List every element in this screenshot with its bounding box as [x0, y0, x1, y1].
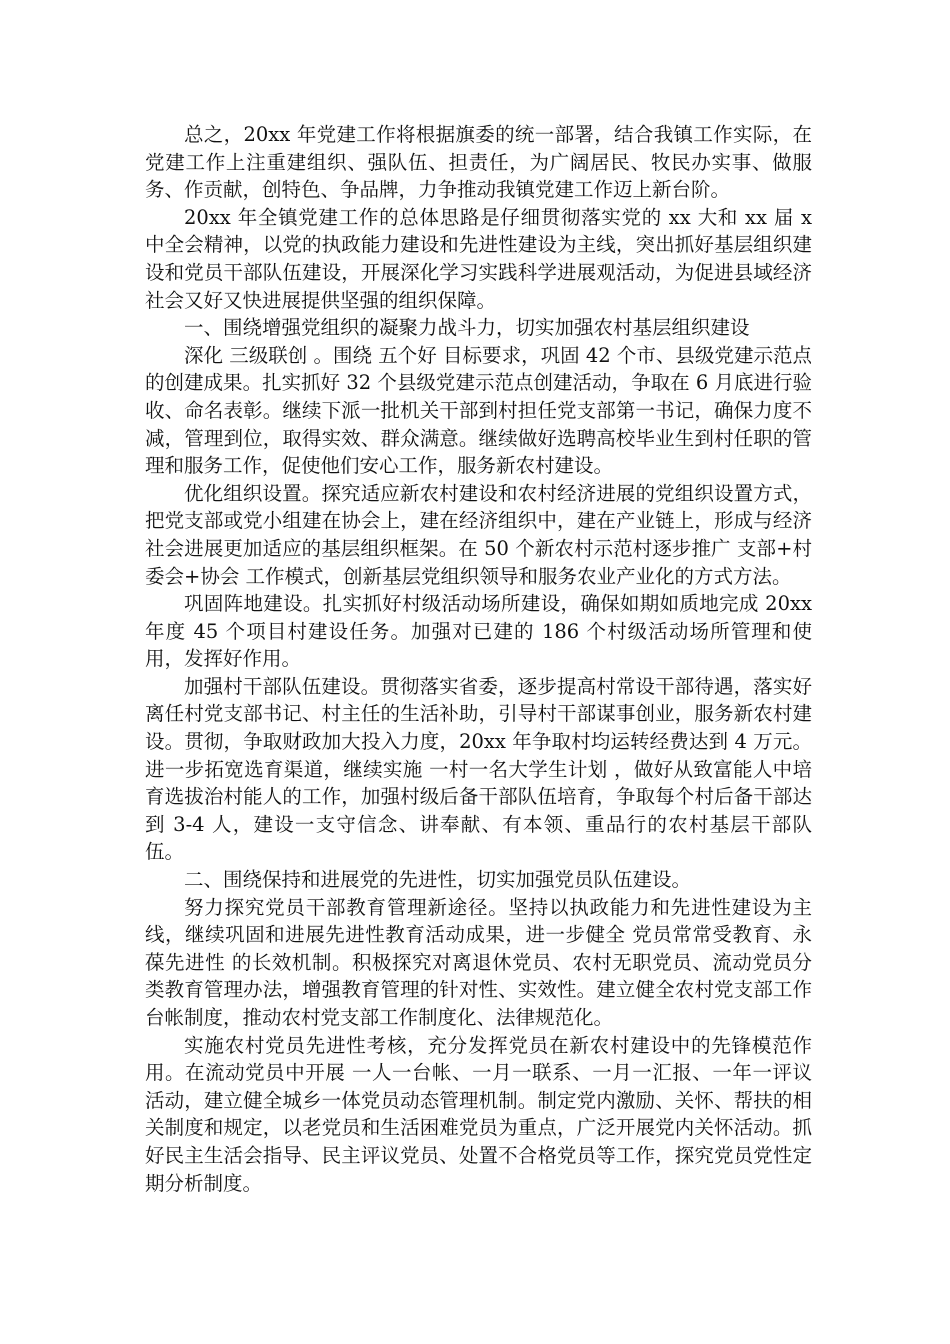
- section-heading-one: 一、围绕增强党组织的凝聚力战斗力，切实加强农村基层组织建设: [184, 316, 750, 340]
- paragraph-overall-approach: 20xx 年全镇党建工作的总体思路是仔细贯彻落实党的 xx 大和 xx 届 x 中全会精神，以党的执政能力建设和先进性建设为主线，突出抓好基层组织建设和党员干部队伍建设，开展深化学习实践科学进展观活动，为促进县域经济社会又好又快进展提供坚强的组织保障。: [145, 205, 812, 312]
- section-heading-two: 二、围绕保持和进展党的先进性，切实加强党员队伍建设。: [184, 868, 692, 892]
- paragraph-position-building: 巩固阵地建设。扎实抓好村级活动场所建设，确保如期如质地完成 20xx 年度 45 个项目村建设任务。加强对已建的 186 个村级活动场所管理和使用，发挥好作用。: [145, 592, 812, 671]
- paragraph-assessment: 实施农村党员先进性考核，充分发挥党员在新农村建设中的先锋模范作用。在流动党员中开展 一人一台帐、一月一联系、一月一汇报、一年一评议 活动，建立健全城乡一体党员动态管理机制。制定党内激励、关怀、帮扶的相关制度和规定，以老党员和生活困难党员为重点，广泛开展党内关怀活动。抓好民主生活会指导、民主评议党员、处置不合格党员等工作，探究党员党性定期分析制度。: [145, 1033, 812, 1195]
- paragraph-three-level: 深化 三级联创 。围绕 五个好 目标要求，巩固 42 个市、县级党建示范点的创建成果。扎实抓好 32 个县级党建示范点创建活动，争取在 6 月底进行验收、命名表彰。继续下派一批机关干部到村担任党支部第一书记，确保力度不减，管理到位，取得实效、群众满意。继续做好选聘高校毕业生到村任职的管理和服务工作，促使他们安心工作，服务新农村建设。: [145, 343, 812, 478]
- paragraph-education-management: 努力探究党员干部教育管理新途径。坚持以执政能力和先进性建设为主线，继续巩固和进展先进性教育活动成果，进一步健全 党员常常受教育、永葆先进性 的长效机制。积极探究对离退休党员、农村无职党员、流动党员分类教育管理办法，增强教育管理的针对性、实效性。建立健全农村党支部工作台帐制度，推动农村党支部工作制度化、法律规范化。: [145, 895, 812, 1029]
- paragraph-village-cadres: 加强村干部队伍建设。贯彻落实省委，逐步提高村常设干部待遇，落实好离任村党支部书记、村主任的生活补助，引导村干部谋事创业，服务新农村建设。贯彻，争取财政加大投入力度，20xx 年争取村均运转经费达到 4 万元。进一步拓宽选育渠道，继续实施 一村一名大学生计划 ，做好从致富能人中培育选拔治村能人的工作，加强村级后备干部队伍培育，争取每个村后备干部达到 3-4 人，建设一支守信念、讲奉献、有本领、重品行的农村基层干部队伍。: [145, 674, 812, 864]
- document-body: [145, 121, 812, 1197]
- paragraph-organization-setup: 优化组织设置。探究适应新农村建设和农村经济进展的党组织设置方式，把党支部或党小组建在协会上，建在经济组织中，建在产业链上，形成与经济社会进展更加适应的基层组织框架。在 50 个新农村示范村逐步推广 支部+村委会+协会 工作模式，创新基层党组织领导和服务农业产业化的方式方法。: [145, 481, 812, 588]
- paragraph-summary: 总之，20xx 年党建工作将根据旗委的统一部署，结合我镇工作实际，在党建工作上注重建组织、强队伍、担责任，为广阔居民、牧民办实事、做服务、作贡献，创特色、争品牌，力争推动我镇党建工作迈上新台阶。: [145, 123, 812, 202]
